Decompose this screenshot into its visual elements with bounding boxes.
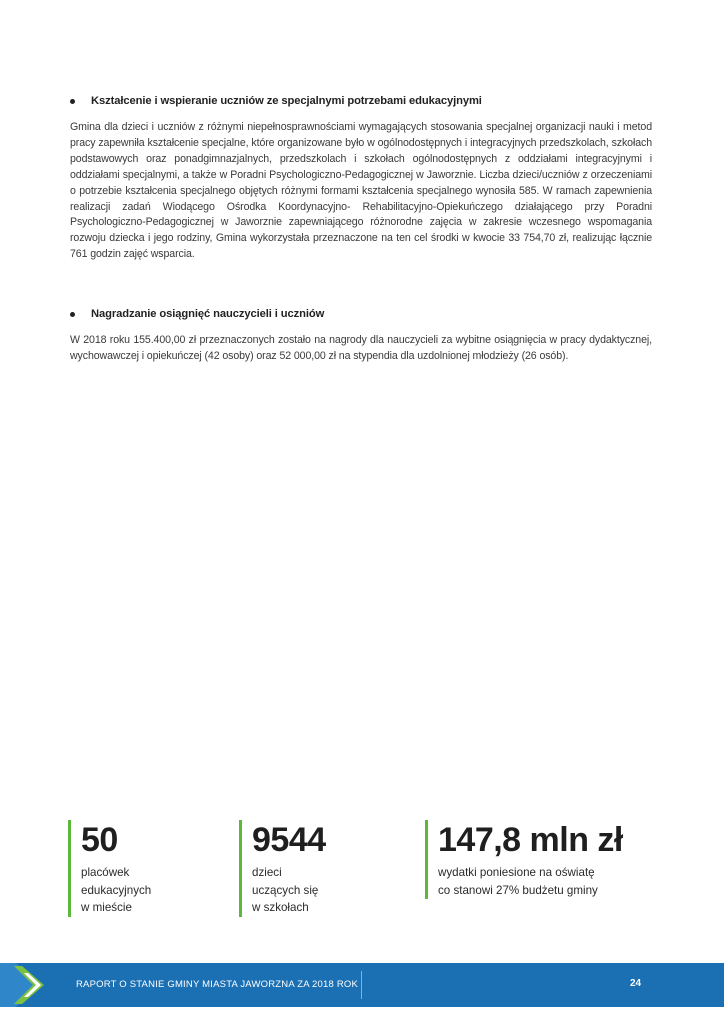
section-heading: Kształcenie i wspieranie uczniów ze specjalnymi potrzebami edukacyjnymi bbox=[91, 95, 482, 107]
page-footer bbox=[0, 963, 724, 1007]
stat-label: w mieście bbox=[81, 901, 132, 914]
stat-accent-bar bbox=[239, 820, 242, 917]
bullet-icon bbox=[70, 99, 75, 104]
stat-label: w szkołach bbox=[252, 901, 309, 914]
section-paragraph: Gmina dla dzieci i uczniów z różnymi niepełnosprawnościami wymagających stosowania specjalnej organizacji nauki i metod pracy zapewniła kształcenie specjalne, które organizowane było w ogólnodostępnych i integracyjnych przedszkolach, szkołach podstawowych oraz ponadgimnazjalnych, przedszkolach i szkołach ogólnodostępnych z oddziałami integracyjnymi i oddziałami specjalnymi, a także w Poradni Psychologiczno-Pedagogicznej w Jaworznie. Liczba dzieci/uczniów z orzeczeniami o potrzebie kształcenia specjalnego objętych różnymi formami kształcenia specjalnego wynosiła 585. W ramach zapewnienia realizacji zadań Wiodącego Ośrodka Koordynacyjno- Rehabilitacyjno-Opiekuńczego działającego przy Poradni Psychologiczno-Pedagogicznej w Jaworznie zapewniającego różnorodne zajęcia w zakresie wczesnego wspomagania rozwoju dziecka i jego rodziny, Gmina wykorzystała przeznaczone na ten cel środki w kwocie 33 754,70 zł, realizując łącznie 761 godzin zajęć wsparcia. bbox=[70, 121, 652, 261]
stat-value: 9544 bbox=[252, 821, 326, 859]
stat-label: uczących się bbox=[252, 883, 319, 897]
report-title: RAPORT O STANIE GMINY MIASTA JAWORZNA ZA 2018 ROK bbox=[76, 979, 359, 990]
section-paragraph: W 2018 roku 155.400,00 zł przeznaczonych zostało na nagrody dla nauczycieli za wybitne osiągnięcia w pracy dydaktycznej, wychowawczej i opiekuńczej (42 osoby) oraz 52 000,00 zł na stypendia dla uzdolnionej młodzieży (26 osób). bbox=[70, 334, 652, 362]
logo-arrow-icon bbox=[0, 963, 62, 1007]
stat-label: edukacyjnych bbox=[81, 883, 152, 897]
stat-pupils bbox=[239, 820, 326, 917]
stat-value: 147,8 mln zł bbox=[438, 821, 623, 859]
footer-divider bbox=[361, 971, 362, 999]
stat-expenses bbox=[425, 820, 623, 899]
bullet-icon bbox=[70, 312, 75, 317]
section-awards bbox=[70, 308, 652, 365]
stat-schools bbox=[68, 820, 151, 917]
stat-value: 50 bbox=[81, 821, 118, 859]
stat-label: dzieci bbox=[252, 866, 282, 879]
page-number: 24 bbox=[630, 978, 642, 989]
stat-accent-bar bbox=[68, 820, 71, 917]
stat-label: wydatki poniesione na oświatę bbox=[438, 866, 595, 879]
section-special-education bbox=[70, 95, 652, 263]
stat-label: co stanowi 27% budżetu gminy bbox=[438, 883, 598, 897]
stat-label: placówek bbox=[81, 866, 130, 879]
section-heading: Nagradzanie osiągnięć nauczycieli i uczniów bbox=[91, 308, 325, 320]
stat-accent-bar bbox=[425, 820, 428, 899]
